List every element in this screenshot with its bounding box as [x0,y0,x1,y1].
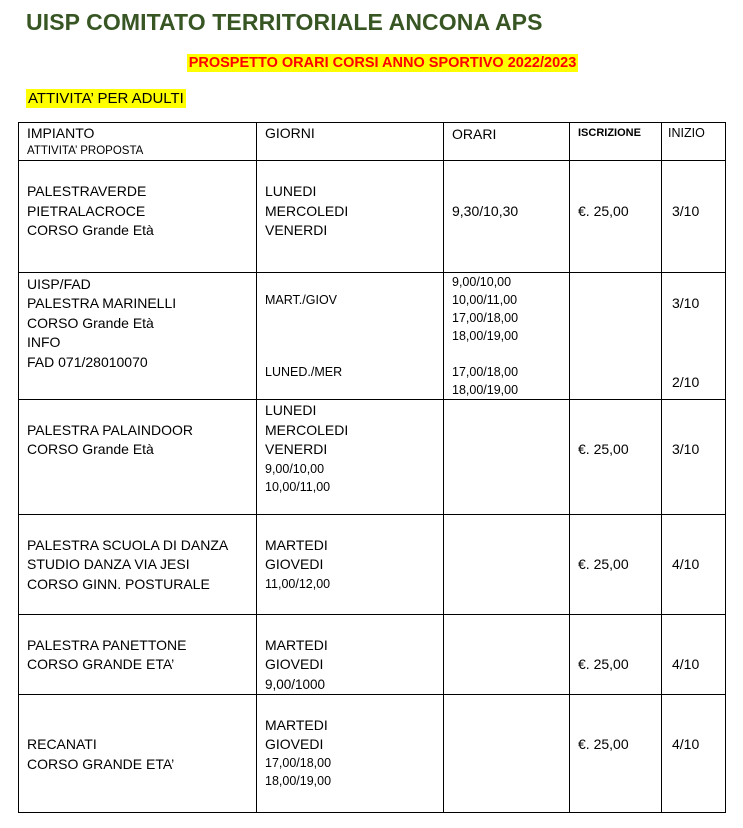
row5-giorni-line1: MARTEDI [265,637,328,653]
row1-impianto-line1: PALESTRAVERDE [27,183,147,199]
row1-giorni-line1: LUNEDI [265,183,317,199]
row2-impianto-line3: CORSO Grande Età [27,315,154,331]
row3-giorni-line5: 10,00/11,00 [265,480,331,494]
document-title: UISP COMITATO TERRITORIALE ANCONA APS [26,9,543,35]
header-inizio-label: INIZIO [668,126,705,140]
row4-impianto-line3: CORSO GINN. POSTURALE [27,576,210,592]
row2-impianto-line1: UISP/FAD [27,276,91,292]
row3-giorni-line3: VENERDI [265,441,328,457]
row4-impianto-line2: STUDIO DANZA VIA JESI [27,556,190,572]
table-row [19,515,726,615]
row5-giorni-line2: GIOVEDI [265,656,324,672]
row3-iscrizione: €. 25,00 [578,441,629,457]
header-orari [444,123,570,161]
header-giorni-label: GIORNI [265,125,315,141]
row2-orari-line2: 10,00/11,00 [452,293,518,307]
row5-impianto-line1: PALESTRA PANETTONE [27,637,187,653]
row6-impianto-line1: RECANATI [27,736,97,752]
row2-orari-line4: 18,00/19,00 [452,329,519,343]
subtitle-container [0,54,743,72]
row1-giorni-line2: MERCOLEDI [265,203,349,219]
row2-giorni-line1: MART./GIOV [265,293,338,307]
header-attivita-label: ATTIVITA’ PROPOSTA [27,145,144,157]
row3-giorni-line4: 9,00/10,00 [265,462,325,476]
row5-iscrizione: €. 25,00 [578,656,629,672]
section-heading: ATTIVITA’ PER ADULTI [28,90,184,107]
row6-giorni-line2: GIOVEDI [265,736,324,752]
row1-inizio: 3/10 [672,203,700,219]
row4-impianto-line1: PALESTRA SCUOLA DI DANZA [27,537,229,553]
row6-giorni-line1: MARTEDI [265,717,328,733]
header-iscrizione-label: ISCRIZIONE [578,127,641,139]
header-iscrizione [570,123,662,161]
table-row [19,615,726,695]
row6-giorni-line4: 18,00/19,00 [265,774,332,788]
header-impianto-label: IMPIANTO [27,125,95,141]
row1-impianto-line3: CORSO Grande Età [27,222,154,238]
document-subtitle: PROSPETTO ORARI CORSI ANNO SPORTIVO 2022/2023 [188,55,577,71]
row4-giorni-line1: MARTEDI [265,537,328,553]
header-inizio [662,123,726,161]
row1-iscrizione: €. 25,00 [578,203,629,219]
row4-iscrizione: €. 25,00 [578,556,629,572]
row5-giorni-line3: 9,00/1000 [265,677,326,692]
row3-inizio: 3/10 [672,441,700,457]
row5-inizio: 4/10 [672,656,700,672]
row1-orari: 9,30/10,30 [452,203,519,219]
row3-impianto-line2: CORSO Grande Età [27,441,154,457]
row2-impianto-line4: INFO [27,334,61,350]
row3-giorni-line2: MERCOLEDI [265,422,349,438]
row4-inizio: 4/10 [672,556,700,572]
row2-orari-line5: 17,00/18,00 [452,365,519,379]
table-row [19,695,726,813]
table-row [19,161,726,273]
row4-giorni-line2: GIOVEDI [265,556,324,572]
row3-impianto-line1: PALESTRA PALAINDOOR [27,422,193,438]
header-orari-label: ORARI [452,126,497,142]
row2-impianto-line5: FAD 071/28010070 [27,354,148,370]
table-row [19,273,726,400]
row2-giorni-line2: LUNED./MER [265,365,343,379]
row2-inizio-line2: 2/10 [672,374,700,390]
table-header-row [19,123,726,161]
row5-impianto-line2: CORSO GRANDE ETA’ [27,656,175,672]
row6-giorni-line3: 17,00/18,00 [265,756,332,770]
row2-orari-line3: 17,00/18,00 [452,311,519,325]
row2-orari-line6: 18,00/19,00 [452,383,519,397]
header-giorni [257,123,444,161]
row3-giorni-line1: LUNEDI [265,402,317,418]
row4-giorni-line3: 11,00/12,00 [265,577,331,591]
header-impianto [19,123,257,161]
row1-giorni-line3: VENERDI [265,222,328,238]
row6-inizio: 4/10 [672,736,700,752]
row6-iscrizione: €. 25,00 [578,736,629,752]
row1-impianto-line2: PIETRALACROCE [27,203,146,219]
schedule-table [18,122,726,813]
table-row [19,400,726,515]
row2-orari-line1: 9,00/10,00 [452,275,512,289]
row6-impianto-line2: CORSO GRANDE ETA’ [27,756,175,772]
row2-impianto-line2: PALESTRA MARINELLI [27,295,177,311]
row2-inizio-line1: 3/10 [672,295,700,311]
